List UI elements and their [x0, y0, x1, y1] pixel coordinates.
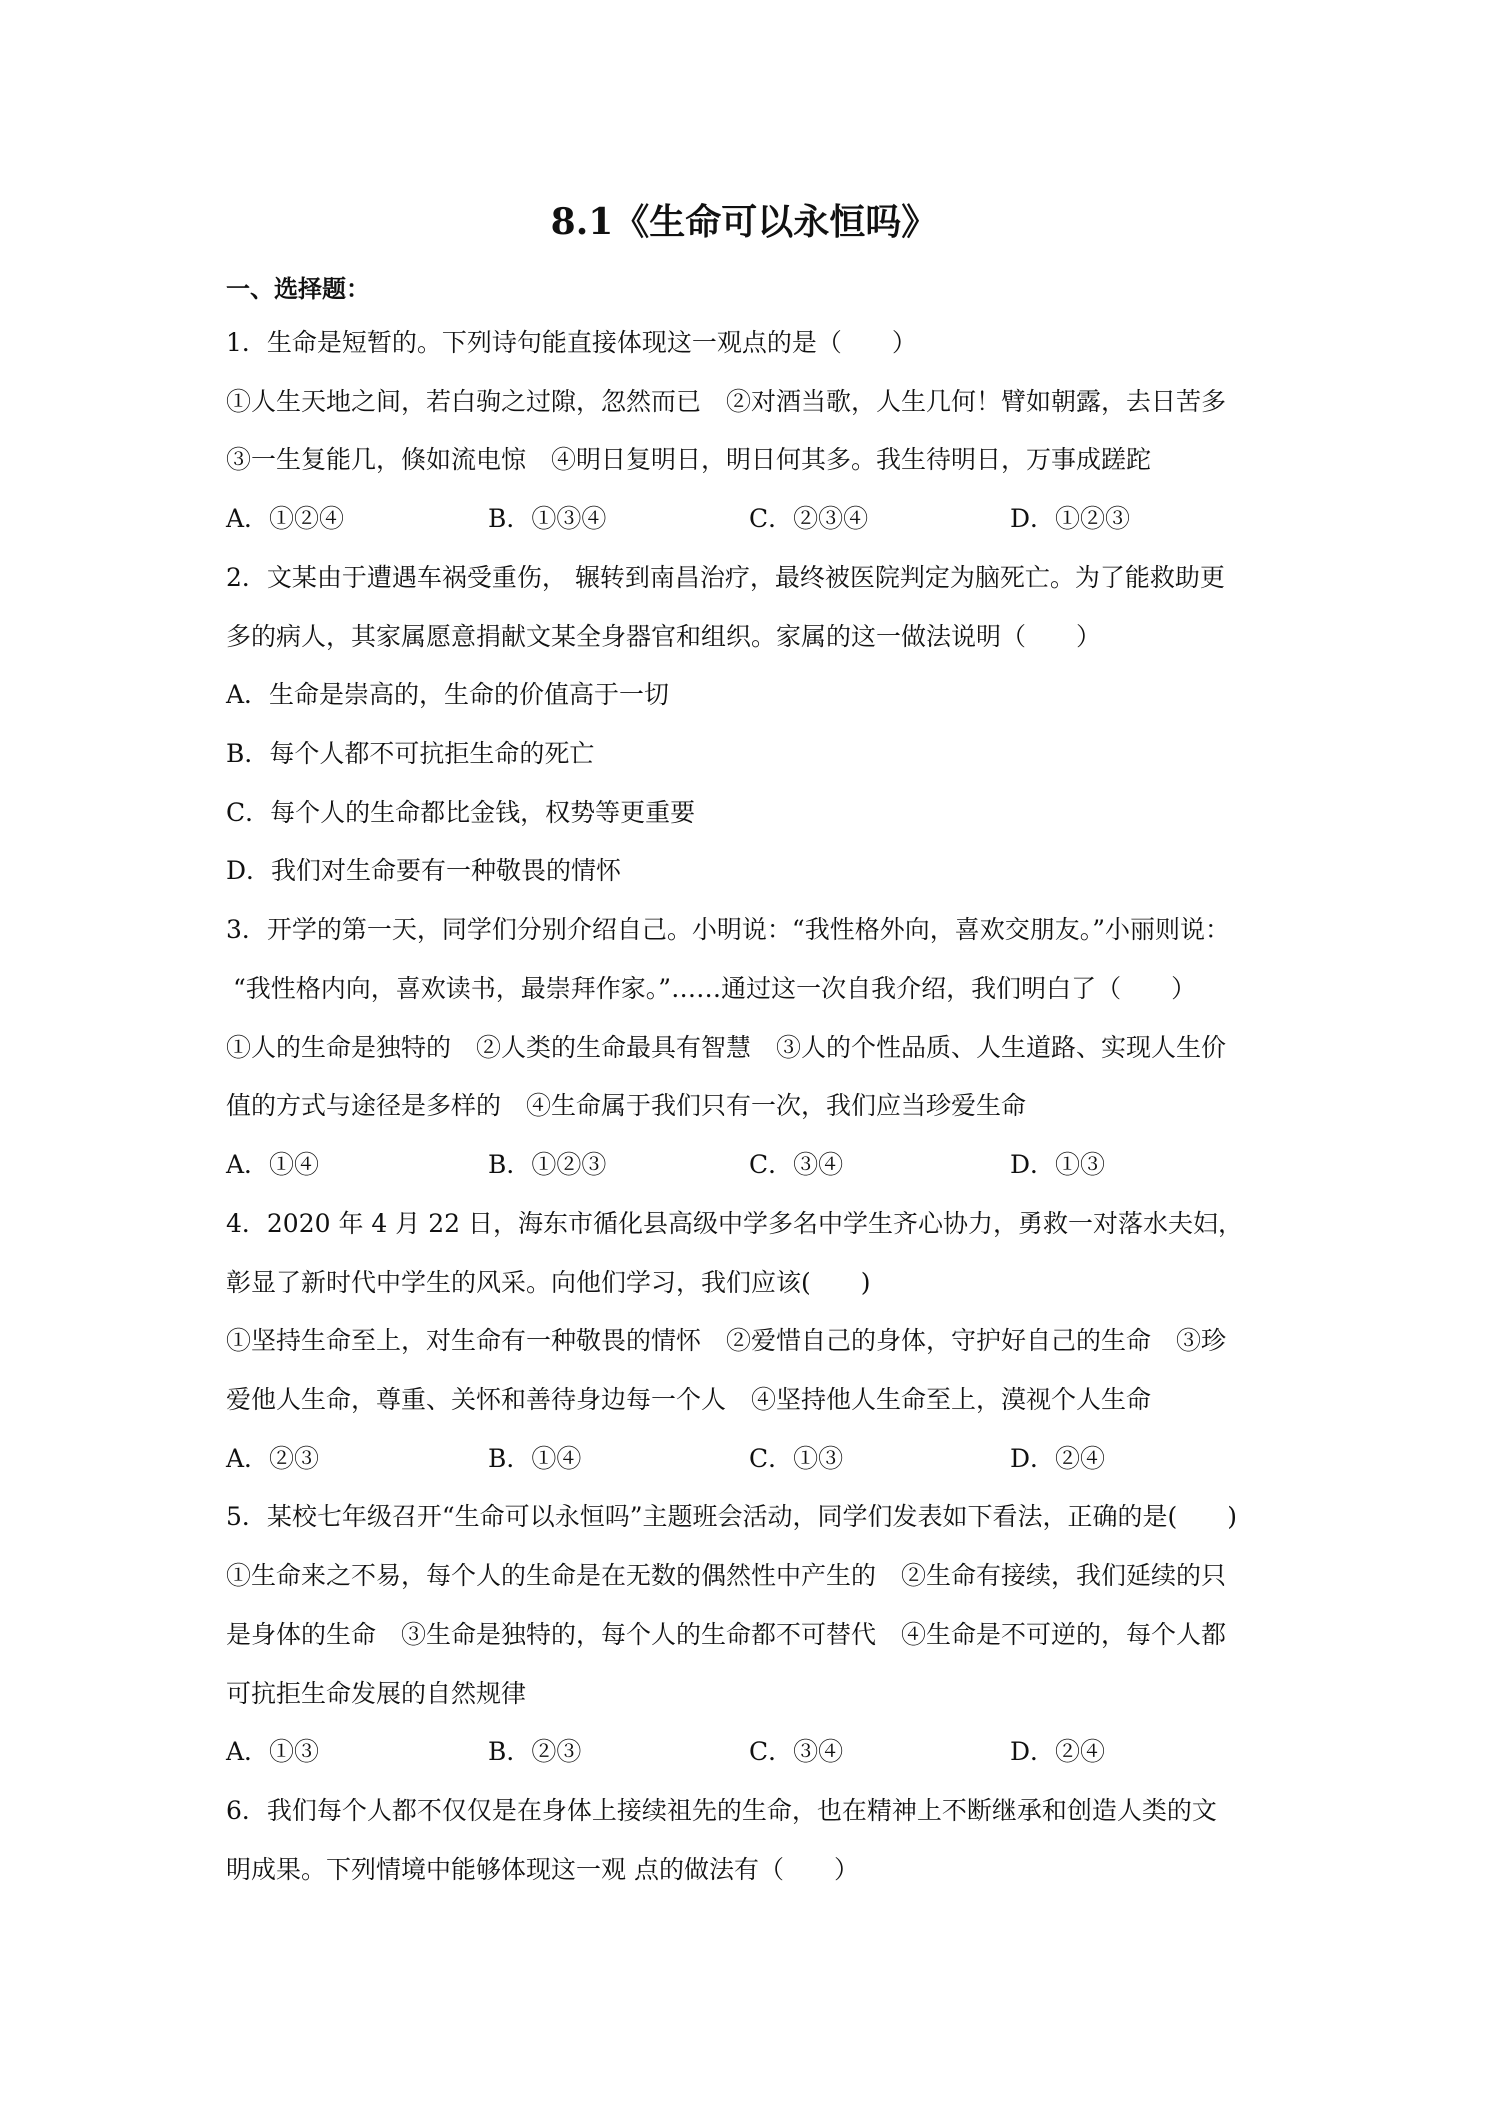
question-1-option-d: D．①②③: [1010, 504, 1131, 533]
question-1-statements-line-1: ①人生天地之间，若白驹之过隙，忽然而已 ②对酒当歌，人生几何！臂如朝露，去日苦多: [226, 387, 1227, 416]
question-5-option-a: A．①③: [226, 1737, 320, 1766]
question-5-option-b: B．②③: [488, 1737, 582, 1766]
question-3-option-d: D．①③: [1010, 1150, 1106, 1179]
question-3-option-b: B．①②③: [488, 1150, 607, 1179]
question-3-stem-line-2: “我性格内向，喜欢读书，最崇拜作家。”……通过这一次自我介绍，我们明白了（ ）: [233, 974, 1197, 1003]
question-1-option-b: B．①③④: [488, 504, 607, 533]
question-2-stem-line-1: 2．文某由于遭遇车祸受重伤， 辗转到南昌治疗，最终被医院判定为脑死亡。为了能救助更: [226, 563, 1225, 592]
question-2-option-d: D．我们对生命要有一种敬畏的情怀: [226, 856, 622, 885]
question-4-option-c: C．①③: [749, 1444, 844, 1473]
question-4-option-d: D．②④: [1010, 1444, 1106, 1473]
question-1-options: [226, 502, 1266, 536]
question-1-option-a: A．①②④: [226, 504, 345, 533]
question-5-option-d: D．②④: [1010, 1737, 1106, 1766]
question-3-options: [226, 1148, 1266, 1182]
question-1-stem: 1．生命是短暂的。下列诗句能直接体现这一观点的是（ ）: [226, 328, 917, 357]
question-1-statements-line-2: ③一生复能几，倏如流电惊 ④明日复明日，明日何其多。我生待明日，万事成蹉跎: [226, 445, 1152, 474]
question-5-statements-line-1: ①生命来之不易，每个人的生命是在无数的偶然性中产生的 ②生命有接续，我们延续的只: [226, 1561, 1227, 1590]
question-2-option-a: A．生命是崇高的，生命的价值高于一切: [226, 680, 670, 709]
question-2-stem-line-2: 多的病人，其家属愿意捐献文某全身器官和组织。家属的这一做法说明（ ）: [226, 622, 1102, 651]
question-2-option-c: C．每个人的生命都比金钱，权势等更重要: [226, 798, 696, 827]
question-3-option-c: C．③④: [749, 1150, 844, 1179]
question-1-option-c: C．②③④: [749, 504, 869, 533]
question-4-statements-line-2: 爱他人生命，尊重、关怀和善待身边每一个人 ④坚持他人生命至上，漠视个人生命: [226, 1385, 1152, 1414]
question-4-option-a: A．②③: [226, 1444, 320, 1473]
question-5-statements-line-2: 是身体的生命 ③生命是独特的，每个人的生命都不可替代 ④生命是不可逆的，每个人都: [226, 1620, 1227, 1649]
question-4-stem-line-1: 4．2020 年 4 月 22 日，海东市循化县高级中学多名中学生齐心协力，勇救一对落水夫妇，: [226, 1209, 1243, 1238]
question-5-stem: 5．某校七年级召开“生命可以永恒吗”主题班会活动，同学们发表如下看法，正确的是( ): [226, 1502, 1237, 1531]
question-6-stem-line-1: 6．我们每个人都不仅仅是在身体上接续祖先的生命，也在精神上不断继承和创造人类的文: [226, 1796, 1217, 1825]
question-5-option-c: C．③④: [749, 1737, 844, 1766]
question-5-statements-line-3: 可抗拒生命发展的自然规律: [226, 1679, 527, 1708]
question-3-statements-line-2: 值的方式与途径是多样的 ④生命属于我们只有一次，我们应当珍爱生命: [226, 1091, 1027, 1120]
section-heading: 一、选择题：: [226, 274, 370, 303]
document-title: 8.1《生命可以永恒吗》: [550, 201, 938, 243]
question-4-option-b: B．①④: [488, 1444, 582, 1473]
question-3-statements-line-1: ①人的生命是独特的 ②人类的生命最具有智慧 ③人的个性品质、人生道路、实现人生价: [226, 1033, 1227, 1062]
question-3-option-a: A．①④: [226, 1150, 320, 1179]
question-3-stem-line-1: 3．开学的第一天，同学们分别介绍自己。小明说：“我性格外向，喜欢交朋友。”小丽则说：: [226, 915, 1230, 944]
question-2-option-b: B．每个人都不可抗拒生命的死亡: [226, 739, 595, 768]
question-4-options: [226, 1442, 1266, 1476]
question-4-stem-line-2: 彰显了新时代中学生的风采。向他们学习，我们应该( ): [226, 1268, 871, 1297]
question-4-statements-line-1: ①坚持生命至上，对生命有一种敬畏的情怀 ②爱惜自己的身体，守护好自己的生命 ③珍: [226, 1326, 1227, 1355]
question-5-options: [226, 1735, 1266, 1769]
question-6-stem-line-2: 明成果。下列情境中能够体现这一观 点的做法有（ ）: [226, 1855, 859, 1884]
